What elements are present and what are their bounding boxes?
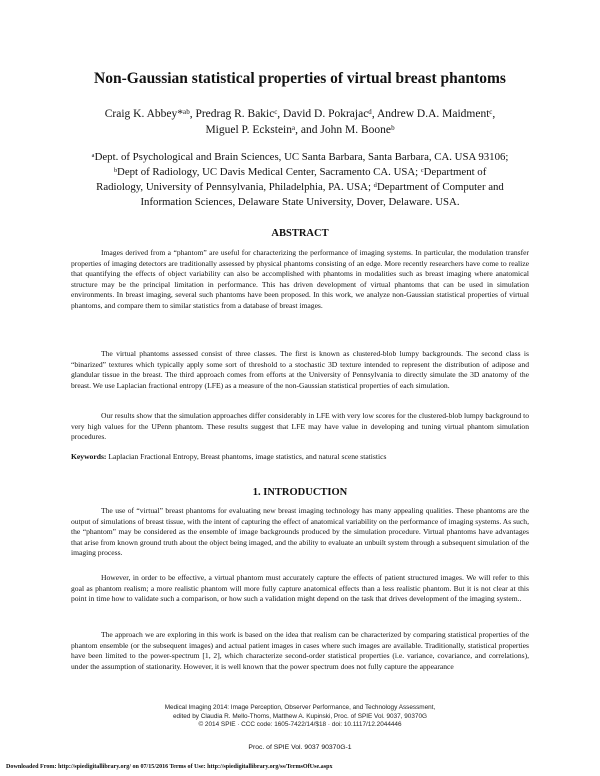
keywords-label: Keywords: (71, 452, 107, 461)
footer-line-1: Medical Imaging 2014: Image Perception, Observer Performance, and Technology Assessment, (164, 704, 436, 711)
author-list (60, 106, 540, 138)
author-line-2: Miguel P. Ecksteinᵃ, and John M. Booneᵇ (205, 124, 395, 136)
intro-paragraph-3: The approach we are exploring in this work is based on the idea that realism can be characterized by comparing statistical properties of the phantom ensemble (or the subsequent images) and actual patient images in cases where such images are available. Traditionally, statistical properties have been limited to the power-spectrum [1, 2], which characterize second-order statistical properties (i.e. variance, covariance, and correlations), under the assumption of stationarity. However, it is well known that the power spectrum does not fully capture the appearance (71, 630, 529, 671)
section-heading-introduction: 1. INTRODUCTION (252, 487, 348, 498)
download-notice: Downloaded From: http://spiedigitallibrary.org/ on 07/15/2016 Terms of Use: http://spiedigitallibrary.org/ss/TermsOfUse.aspx (6, 764, 333, 770)
abstract-paragraph-3: Our results show that the simulation approaches differ considerably in LFE with very low scores for the clustered-blob lumpy background to very high values for the UPenn phantom. These results suggest that LFE may have value in developing and tuning virtual phantom simulation procedures. (71, 411, 529, 441)
affiliation-line-2: ᵇDept of Radiology, UC Davis Medical Center, Sacramento CA. USA; ᶜDepartment of (113, 166, 487, 178)
intro-paragraph-1: The use of “virtual” breast phantoms for evaluating new breast imaging technology has many appealing qualities. These phantoms are the output of simulations of breast tissue, with the intent of capturing the effect of anatomical variability on the performance of imaging systems. As such, the “phantom” may be considered as the ensemble of image backgrounds produced by the simulation procedure. Virtual phantoms have advantages that arise from known ground truth about the object being imaged, and the ability to evaluate an unbuilt system through a subsequent simulation of the imaging process. (71, 506, 529, 557)
abstract-paragraph-2: The virtual phantoms assessed consist of three classes. The first is known as clustered-blob lumpy backgrounds. The second class is “binarized” textures which typically apply some sort of threshold to a stochastic 3D texture intended to represent the distribution of adipose and glandular tissue in the breast. The third approach comes from efforts at the University of Pennsylvania to directly simulate the 3D anatomy of the breast. We use Laplacian fractional entropy (LFE) as a measure of the non-Gaussian statistical properties of each simulation. (71, 349, 529, 390)
keywords-text: Laplacian Fractional Entropy, Breast phantoms, image statistics, and natural scene statistics (108, 452, 387, 461)
author-line-1: Craig K. Abbey*ᵃᵇ, Predrag R. Bakicᶜ, David D. Pokrajacᵈ, Andrew D.A. Maidmentᶜ, (104, 108, 496, 120)
footer-line-2: edited by Claudia R. Mello-Thoms, Matthew A. Kupinski, Proc. of SPIE Vol. 9037, 90370G (173, 712, 427, 720)
affiliation-line-4: Information Sciences, Delaware State University, Dover, Delaware. USA. (140, 196, 460, 208)
abstract-heading: ABSTRACT (271, 228, 329, 239)
paper-title: Non-Gaussian statistical properties of virtual breast phantoms (94, 70, 506, 87)
affiliation-line-1: ᵃDept. of Psychological and Brain Sciences, UC Santa Barbara, Santa Barbara, CA. USA 93106; (91, 151, 509, 163)
keywords-line (71, 452, 529, 463)
affiliation-line-3: Radiology, University of Pennsylvania, Philadelphia, PA. USA; ᵈDepartment of Computer and (96, 181, 504, 193)
affiliations (70, 150, 530, 210)
abstract-paragraph-1: Images derived from a “phantom” are useful for characterizing the performance of imaging systems. In particular, the modulation transfer properties of imaging detectors are traditionally assessed by physical phantoms consisting of an edge. More recently researchers have come to realize that quantifying the effects of object variability can also be accomplished with phantoms in modalities such as breast imaging where anatomical structure may be the principal limitation in performance. This has driven development of virtual phantoms that can be used in simulation environments. In breast imaging, several such phantoms have been proposed. In this work, we analyze non-Gaussian statistical properties of virtual phantoms, and compare them to similar statistics from a database of breast images. (71, 248, 529, 310)
intro-paragraph-2: However, in order to be effective, a virtual phantom must accurately capture the effects of patient structured images. We will refer to this goal as phantom realism; a more realistic phantom will more fully capture anatomical effects than a less realistic phantom. But it is not clear at this point in time how to validate such a comparison, or how such a validation might depend on the task that drives development of the imaging system.. (71, 573, 529, 603)
publication-footer (0, 704, 600, 730)
page-number-line: Proc. of SPIE Vol. 9037 90370G-1 (248, 744, 352, 751)
footer-line-3: © 2014 SPIE · CCC code: 1605-7422/14/$18 · doi: 10.1117/12.2044446 (198, 721, 402, 728)
